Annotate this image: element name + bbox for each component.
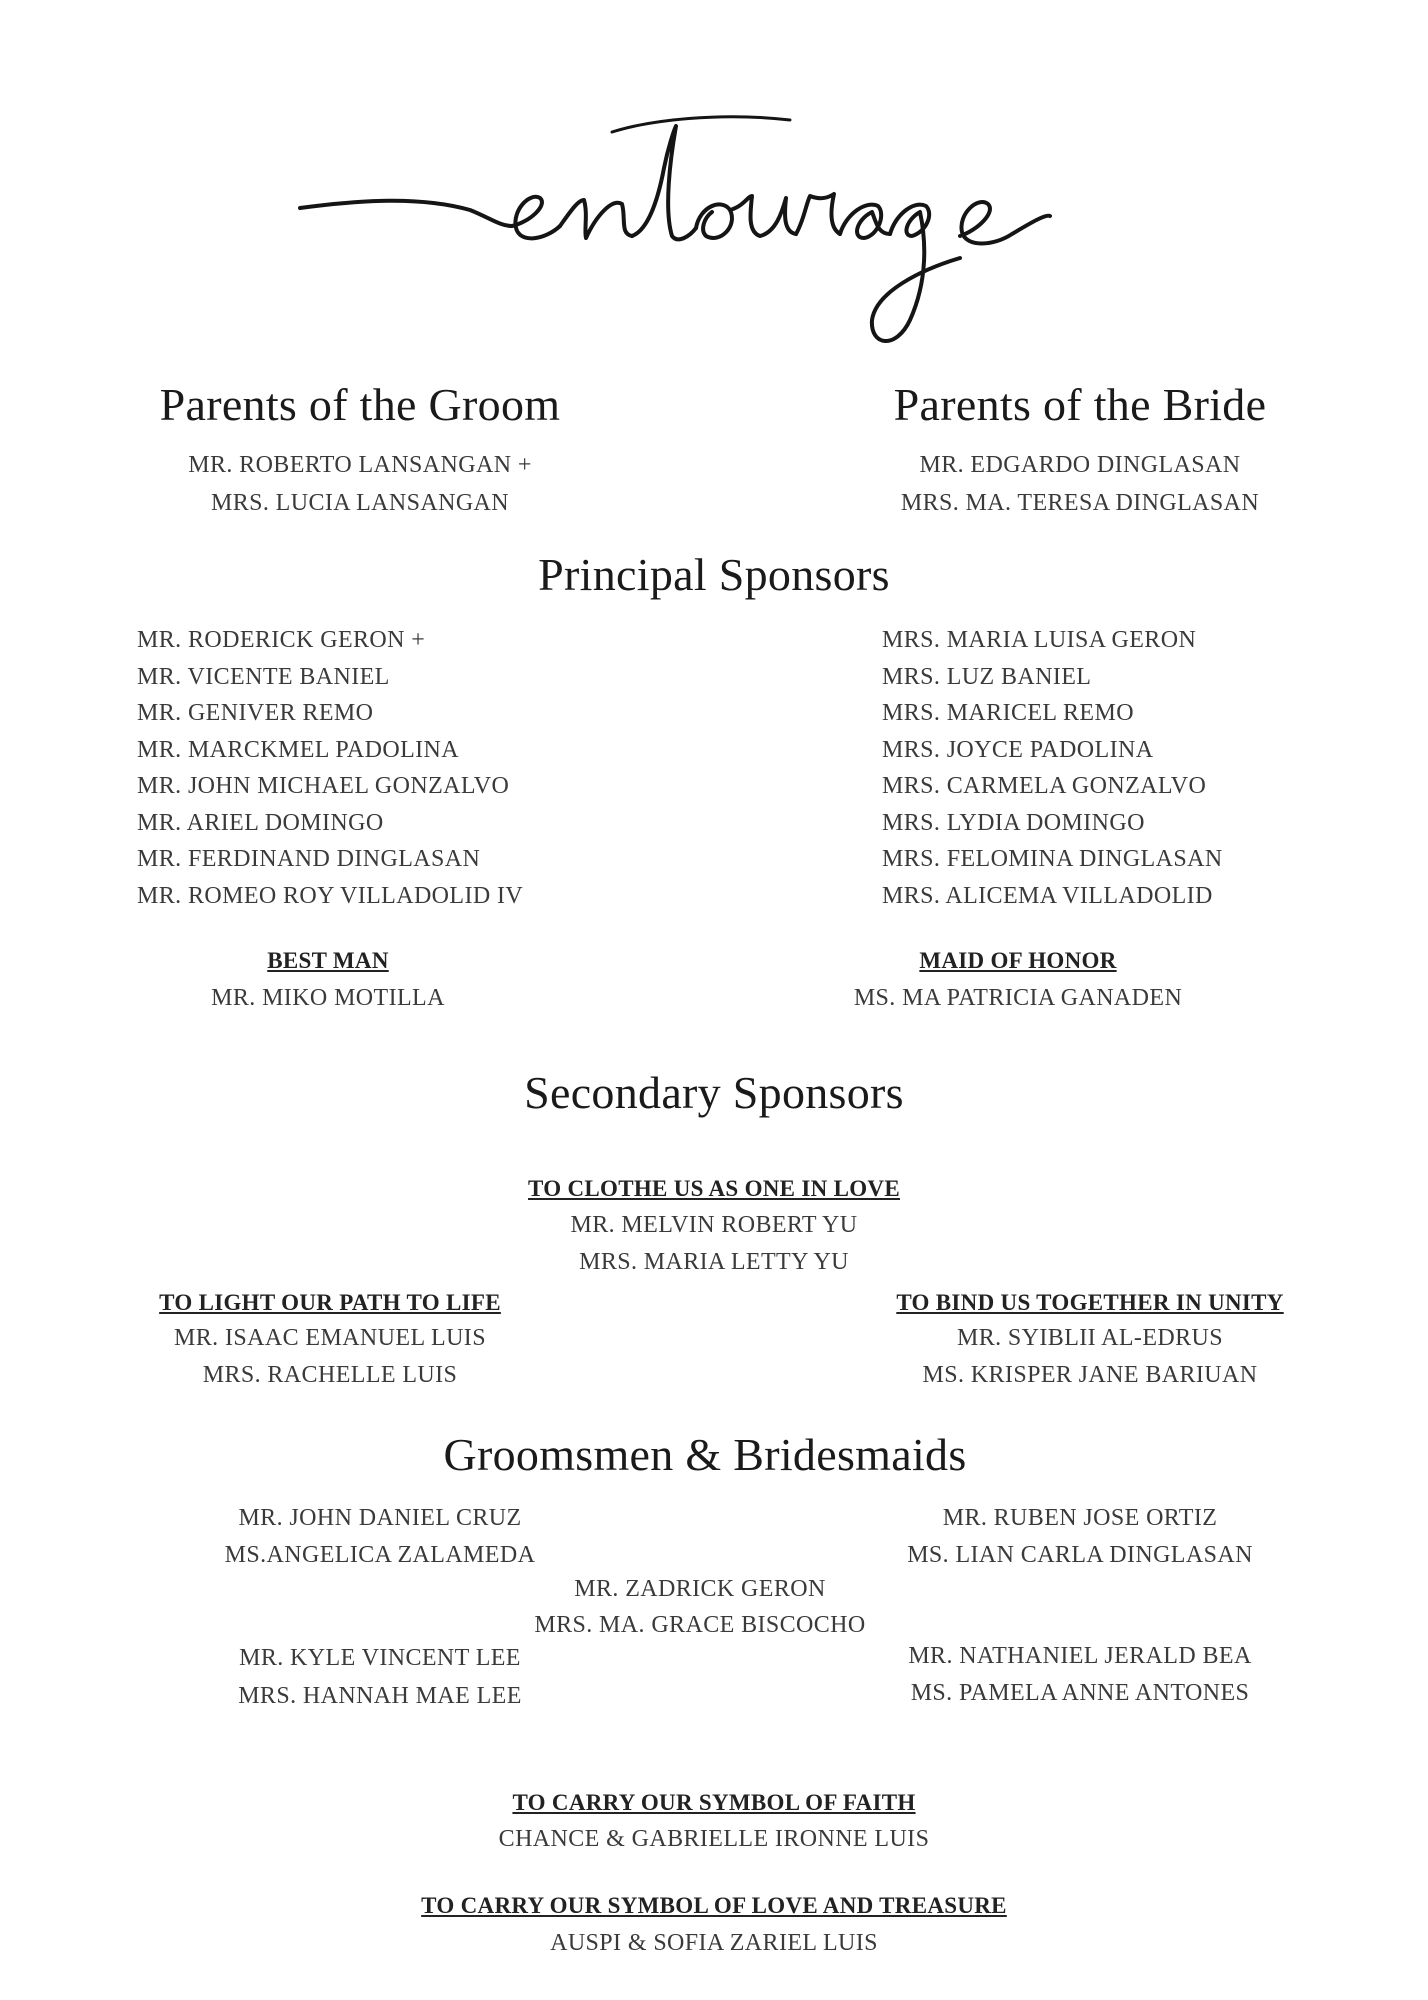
principal-sponsors-left-list <box>137 622 523 914</box>
maid-of-honor-name: MS. MA PATRICIA GANADEN <box>853 985 1183 1011</box>
pair-4-groomsman: MR. KYLE VINCENT LEE <box>239 1645 521 1671</box>
list-item: MR. GENIVER REMO <box>137 700 374 726</box>
faith-bearer-label: TO CARRY OUR SYMBOL OF FAITH <box>512 1790 916 1815</box>
pair-3-groomsman: MR. ZADRICK GERON <box>574 1576 826 1602</box>
bride-parents-heading: Parents of the Bride <box>893 379 1267 430</box>
list-item: MR. ARIEL DOMINGO <box>137 809 384 836</box>
list-item: MR. RODERICK GERON + <box>137 627 426 653</box>
groom-mother: MRS. LUCIA LANSANGAN <box>210 490 510 516</box>
light-path-label: TO LIGHT OUR PATH TO LIFE <box>159 1290 501 1315</box>
groom-parents-heading: Parents of the Groom <box>159 379 561 430</box>
pair-3-bridesmaid: MRS. MA. GRACE BISCOCHO <box>534 1612 866 1638</box>
clothe-us-label: TO CLOTHE US AS ONE IN LOVE <box>528 1176 900 1201</box>
list-item: MR. JOHN MICHAEL GONZALVO <box>137 773 510 799</box>
best-man-label: BEST MAN <box>267 948 389 973</box>
secondary-sponsors-heading: Secondary Sponsors <box>524 1067 904 1118</box>
groomsmen-bridesmaids-heading: Groomsmen & Bridesmaids <box>443 1429 967 1480</box>
love-bearer-label: TO CARRY OUR SYMBOL OF LOVE AND TREASURE <box>421 1893 1007 1918</box>
light-path-name-1: MR. ISAAC EMANUEL LUIS <box>174 1325 486 1351</box>
list-item: MR. ROMEO ROY VILLADOLID IV <box>137 882 524 909</box>
entourage-script-title <box>0 0 1428 380</box>
list-item: MRS. MARIA LUISA GERON <box>882 627 1197 653</box>
pair-5-groomsman: MR. NATHANIEL JERALD BEA <box>908 1643 1252 1669</box>
list-item: MRS. LYDIA DOMINGO <box>882 809 1145 836</box>
pair-1-groomsman: MR. JOHN DANIEL CRUZ <box>238 1505 522 1531</box>
pair-2-bridesmaid: MS. LIAN CARLA DINGLASAN <box>907 1542 1253 1568</box>
bind-unity-name-1: MR. SYIBLII AL-EDRUS <box>956 1325 1223 1351</box>
best-man-name: MR. MIKO MOTILLA <box>211 985 445 1011</box>
pair-5-bridesmaid: MS. PAMELA ANNE ANTONES <box>910 1680 1250 1706</box>
clothe-us-name-1: MR. MELVIN ROBERT YU <box>570 1212 858 1238</box>
pair-2-groomsman: MR. RUBEN JOSE ORTIZ <box>942 1505 1218 1531</box>
list-item: MRS. FELOMINA DINGLASAN <box>882 846 1223 872</box>
list-item: MRS. LUZ BANIEL <box>882 663 1092 690</box>
list-item: MRS. CARMELA GONZALVO <box>882 773 1207 799</box>
love-bearer-names: AUSPI & SOFIA ZARIEL LUIS <box>550 1930 878 1956</box>
principal-sponsors-heading: Principal Sponsors <box>538 549 890 600</box>
groom-father: MR. ROBERTO LANSANGAN + <box>188 452 532 478</box>
list-item: MR. MARCKMEL PADOLINA <box>137 736 459 763</box>
list-item: MR. FERDINAND DINGLASAN <box>137 846 481 872</box>
list-item: MR. VICENTE BANIEL <box>137 663 390 690</box>
maid-of-honor-label: MAID OF HONOR <box>919 948 1117 973</box>
clothe-us-name-2: MRS. MARIA LETTY YU <box>579 1249 849 1275</box>
light-path-name-2: MRS. RACHELLE LUIS <box>202 1362 458 1388</box>
pair-4-bridesmaid: MRS. HANNAH MAE LEE <box>238 1683 522 1709</box>
bind-unity-name-2: MS. KRISPER JANE BARIUAN <box>922 1362 1258 1388</box>
bride-father: MR. EDGARDO DINGLASAN <box>919 452 1241 478</box>
list-item: MRS. MARICEL REMO <box>882 700 1134 726</box>
principal-sponsors-right-list <box>882 622 1223 914</box>
pair-1-bridesmaid: MS.ANGELICA ZALAMEDA <box>224 1542 536 1568</box>
faith-bearer-names: CHANCE & GABRIELLE IRONNE LUIS <box>498 1826 930 1852</box>
bride-mother: MRS. MA. TERESA DINGLASAN <box>900 490 1260 516</box>
bind-unity-label: TO BIND US TOGETHER IN UNITY <box>896 1290 1284 1315</box>
list-item: MRS. ALICEMA VILLADOLID <box>882 882 1213 909</box>
list-item: MRS. JOYCE PADOLINA <box>882 736 1154 763</box>
